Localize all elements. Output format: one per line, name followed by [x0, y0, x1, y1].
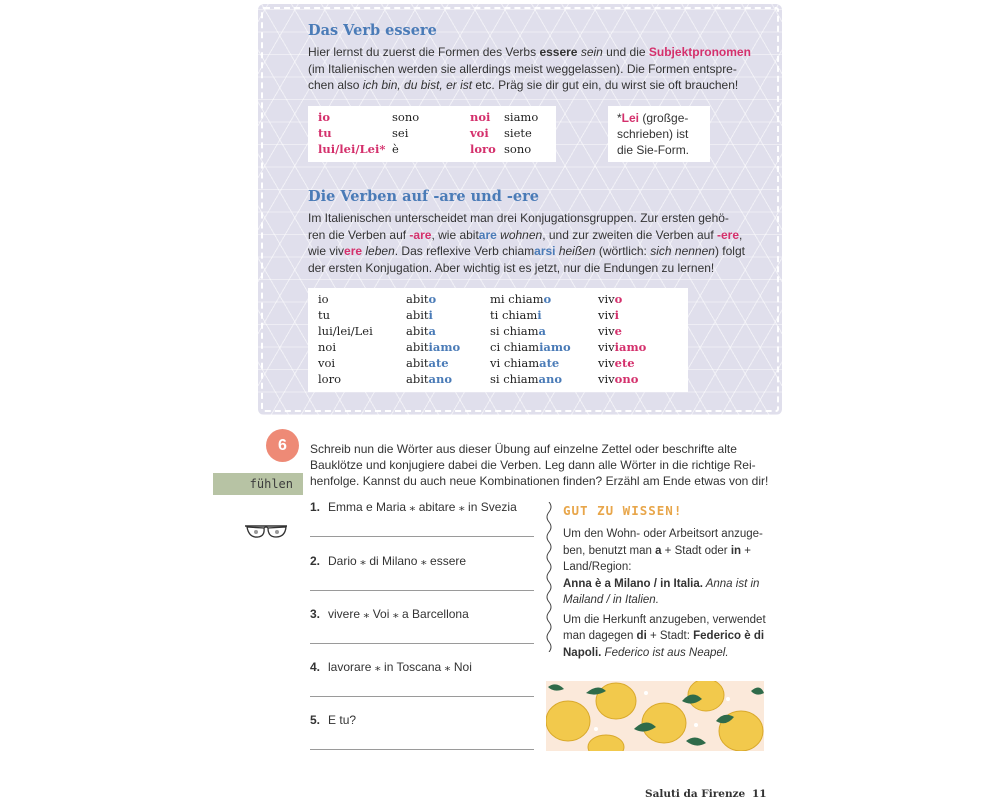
- conj-form: ti chiami: [490, 308, 542, 322]
- exercise-item: 3. vivere ⁎ Voi ⁎ a Barcellona: [310, 607, 469, 621]
- lei-note-line1: *Lei (großge-: [617, 111, 689, 125]
- tip-line: Napoli. Federico ist aus Neapel.: [563, 646, 729, 659]
- conj-pronoun: loro: [318, 372, 342, 386]
- page-number: 11: [752, 788, 767, 800]
- exercise-number-badge: 6: [266, 429, 299, 462]
- conj-form: abitate: [406, 356, 449, 370]
- conj-form: abita: [406, 324, 436, 338]
- tip-line: Anna è a Milano / in Italia. Anna ist in: [563, 577, 760, 590]
- are-ere-line2: ren die Verben auf -are, wie abitare wohnen, und zur zweiten die Verben auf -ere,: [308, 227, 743, 242]
- answer-line[interactable]: [310, 696, 534, 697]
- conjugation-table: [308, 288, 688, 392]
- tip-line: ben, benutzt man a + Stadt oder in +: [563, 544, 751, 557]
- lei-note-line2: schrieben) ist: [617, 127, 689, 141]
- essere-pronoun: noi: [470, 110, 491, 124]
- conj-pronoun: io: [318, 292, 329, 306]
- answer-line[interactable]: [310, 590, 534, 591]
- conj-pronoun: tu: [318, 308, 331, 322]
- conj-form: abitiamo: [406, 340, 461, 354]
- lei-note-line3: die Sie-Form.: [617, 143, 690, 157]
- are-ere-line4: der ersten Konjugation. Aber wichtig ist es jetzt, nur die Endungen zu lernen!: [308, 260, 715, 275]
- lei-note: [608, 106, 710, 162]
- essere-title: Das Verb essere: [308, 22, 437, 39]
- essere-intro: [308, 44, 778, 94]
- essere-form: sei: [392, 126, 409, 140]
- tip-line: Land/Region:: [563, 561, 632, 573]
- conj-pronoun: voi: [318, 356, 336, 370]
- exercise-item: 4. lavorare ⁎ in Toscana ⁎ Noi: [310, 660, 472, 674]
- conj-form: vive: [598, 324, 622, 338]
- conj-form: vi chiamate: [490, 356, 560, 370]
- conj-form: vivo: [598, 292, 623, 306]
- tip-text: [563, 526, 773, 661]
- essere-pronoun: loro: [470, 142, 496, 156]
- sunglasses-icon: [243, 522, 289, 544]
- exercise-instruction-line: Schreib nun die Wörter aus dieser Übung auf einzelne Zettel oder beschrifte alte: [310, 442, 737, 456]
- conj-form: vivete: [598, 356, 635, 370]
- answer-line[interactable]: [310, 643, 534, 644]
- exercise-instructions: [310, 441, 780, 489]
- conj-form: abitano: [406, 372, 453, 386]
- are-ere-title: Die Verben auf -are und -ere: [308, 188, 540, 205]
- wavy-divider: [545, 502, 553, 652]
- answer-line[interactable]: [310, 536, 534, 537]
- conj-form: ci chiamiamo: [490, 340, 571, 354]
- conj-form: vivono: [598, 372, 639, 386]
- conj-pronoun: lui/lei/Lei: [318, 324, 373, 338]
- conj-form: viviamo: [598, 340, 647, 354]
- tip-line: Um die Herkunft anzugeben, verwendet: [563, 613, 766, 626]
- grammar-box: [258, 4, 782, 415]
- exercise-item: 1. Emma e Maria ⁎ abitare ⁎ in Svezia: [310, 500, 517, 514]
- conj-form: vivi: [598, 308, 620, 322]
- conj-form: abito: [406, 292, 437, 306]
- tip-line: Um den Wohn- oder Arbeitsort anzuge-: [563, 528, 763, 540]
- are-ere-intro: [308, 210, 778, 276]
- learning-type-tag: fühlen: [213, 473, 303, 495]
- essere-form: siete: [504, 126, 532, 140]
- lemon-pattern-image: [546, 681, 764, 751]
- essere-pronoun: lui/lei/Lei*: [318, 142, 386, 156]
- are-ere-line1: Im Italienischen unterscheidet man drei Konjugationsgruppen. Zur ersten gehö-: [308, 211, 729, 225]
- answer-line[interactable]: [310, 749, 534, 750]
- conj-form: si chiamano: [490, 372, 563, 386]
- footer-title: Saluti da Firenze: [645, 788, 746, 800]
- conj-form: mi chiamo: [490, 292, 552, 306]
- essere-form: sono: [504, 142, 532, 156]
- essere-intro-line1: Hier lernst du zuerst die Formen des Verbs essere sein und die Subjektpronomen: [308, 45, 751, 59]
- conj-form: abiti: [406, 308, 433, 322]
- essere-pronoun: tu: [318, 126, 332, 140]
- essere-intro-line3: chen also ich bin, du bist, er ist etc. Präg sie dir gut ein, du wirst sie oft brauchen!: [308, 78, 739, 92]
- essere-form: siamo: [504, 110, 539, 124]
- exercise-item: 2. Dario ⁎ di Milano ⁎ essere: [310, 554, 467, 568]
- tip-line: Mailand / in Italien.: [563, 594, 659, 606]
- tip-title: GUT ZU WISSEN!: [563, 503, 683, 518]
- exercise-instruction-line: Bauklötze und konjugiere dabei die Verben. Leg dann alle Wörter in die richtige Rei-: [310, 458, 756, 472]
- essere-intro-line2: (im Italienischen werden sie allerdings meist weggelassen). Die Formen entspre-: [308, 61, 737, 76]
- exercise-instruction-line: henfolge. Kannst du auch neue Kombinationen finden? Erzähl am Ende etwas von dir!: [310, 474, 769, 488]
- exercise-item: 5. E tu?: [310, 713, 357, 727]
- essere-pronoun: io: [318, 110, 331, 124]
- conj-pronoun: noi: [318, 340, 337, 354]
- essere-form: è: [392, 142, 399, 156]
- essere-table: [308, 106, 556, 162]
- conj-form: si chiama: [490, 324, 546, 338]
- essere-pronoun: voi: [470, 126, 489, 140]
- are-ere-line3: wie vivere leben. Das reflexive Verb chiamarsi heißen (wörtlich: sich nennen) folgt: [308, 244, 745, 258]
- essere-form: sono: [392, 110, 420, 124]
- tip-line: man dagegen di + Stadt: Federico è di: [563, 630, 765, 642]
